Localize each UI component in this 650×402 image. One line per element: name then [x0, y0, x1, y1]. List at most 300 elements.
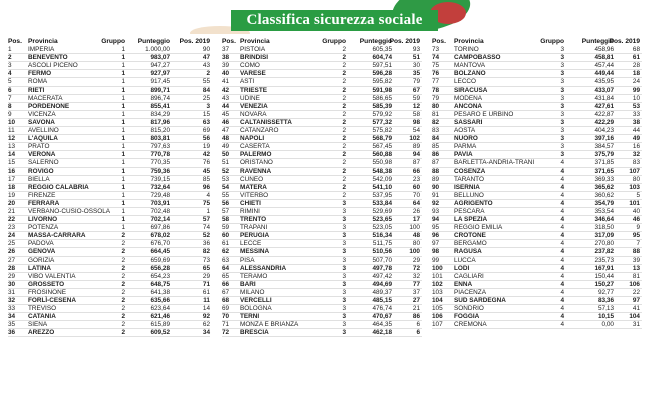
table-row — [8, 216, 210, 224]
header-punteggio: Punteggio — [137, 38, 170, 45]
score-cell: 523,65 — [372, 216, 392, 224]
province-cell: MACERATA — [28, 94, 63, 102]
pos-2019-cell: 106 — [629, 280, 640, 288]
rank-cell: 87 — [432, 159, 440, 167]
pos-2019-cell: 11 — [203, 297, 210, 304]
row-divider — [432, 328, 642, 329]
score-cell: 927,97 — [150, 70, 170, 78]
province-cell: ORISTANO — [240, 159, 273, 167]
score-cell: 375,79 — [594, 151, 614, 159]
header-pos: Pos. — [432, 38, 446, 45]
score-cell: 457,44 — [594, 62, 614, 70]
table-row — [222, 313, 422, 321]
table-row — [8, 192, 210, 200]
group-cell: 3 — [560, 143, 564, 151]
province-cell: AREZZO — [28, 329, 55, 337]
rank-cell: 65 — [222, 272, 230, 280]
score-cell: 770,35 — [150, 159, 170, 167]
group-cell: 3 — [342, 240, 346, 248]
pos-2019-cell: 99 — [632, 86, 640, 94]
pos-2019-cell: 68 — [632, 46, 640, 54]
table-row — [8, 103, 210, 111]
province-cell: ALESSANDRIA — [240, 264, 287, 272]
group-cell: 1 — [121, 191, 125, 199]
rank-cell: 100 — [432, 264, 443, 272]
rank-cell: 89 — [432, 175, 440, 183]
score-cell: 605,35 — [372, 46, 392, 54]
score-cell: 458,81 — [594, 54, 614, 62]
group-cell: 2 — [342, 102, 346, 110]
province-cell: VERBANO-CUSIO-OSSOLA — [28, 207, 111, 215]
pos-2019-cell: 24 — [632, 78, 640, 86]
province-cell: NUORO — [454, 135, 478, 143]
group-cell: 3 — [342, 329, 346, 337]
table-row — [222, 216, 422, 224]
rank-cell: 96 — [432, 232, 440, 240]
group-cell: 4 — [560, 272, 564, 280]
score-cell: 585,39 — [372, 102, 392, 110]
group-cell: 1 — [121, 86, 125, 94]
province-cell: TERAMO — [240, 272, 268, 280]
province-cell: TRENTO — [240, 216, 267, 224]
pos-2019-cell: 25 — [202, 94, 210, 102]
pos-2019-cell: 100 — [409, 248, 420, 256]
group-cell: 3 — [560, 54, 564, 62]
score-cell: 427,61 — [594, 102, 614, 110]
group-cell: 1 — [121, 151, 125, 159]
pos-2019-cell: 55 — [202, 78, 210, 86]
rank-cell: 41 — [222, 78, 230, 86]
score-cell: 318,50 — [594, 224, 614, 232]
table-row — [8, 119, 210, 127]
pos-2019-cell: 104 — [629, 313, 640, 321]
table-row — [8, 329, 210, 337]
group-cell: 3 — [342, 280, 346, 288]
score-cell: 0,00 — [601, 321, 614, 329]
score-cell: 431,84 — [594, 94, 614, 102]
province-cell: IMPERIA — [28, 46, 55, 54]
pos-2019-cell: 53 — [632, 102, 640, 110]
score-cell: 435,95 — [594, 78, 614, 86]
province-cell: ROMA — [28, 78, 48, 86]
table-row — [222, 111, 422, 119]
group-cell: 2 — [342, 175, 346, 183]
rank-cell: 14 — [8, 151, 16, 159]
table-row — [432, 208, 642, 216]
group-cell: 2 — [342, 167, 346, 175]
province-cell: BENEVENTO — [28, 54, 68, 62]
province-cell: SIENA — [28, 321, 48, 329]
table-row — [8, 289, 210, 297]
score-cell: 489,37 — [372, 288, 392, 296]
province-cell: PISA — [240, 256, 255, 264]
pos-2019-cell: 77 — [412, 280, 420, 288]
group-cell: 4 — [560, 199, 564, 207]
rank-cell: 85 — [432, 143, 440, 151]
rank-cell: 27 — [8, 256, 16, 264]
score-cell: 568,79 — [372, 135, 392, 143]
table-row — [222, 62, 422, 70]
table-row — [222, 135, 422, 143]
score-cell: 654,23 — [150, 272, 170, 280]
group-cell: 3 — [342, 207, 346, 215]
rank-cell: 10 — [8, 118, 16, 126]
rank-cell: 105 — [432, 305, 443, 313]
score-cell: 917,45 — [150, 78, 170, 86]
group-cell: 3 — [560, 78, 564, 86]
group-cell: 3 — [560, 135, 564, 143]
table-row — [432, 135, 642, 143]
pos-2019-cell: 81 — [632, 272, 640, 280]
pos-2019-cell: 44 — [632, 127, 640, 135]
table-row — [432, 200, 642, 208]
province-cell: NOVARA — [240, 110, 267, 118]
score-cell: 597,51 — [372, 62, 392, 70]
province-cell: VARESE — [240, 70, 266, 78]
table-row — [222, 176, 422, 184]
pos-2019-cell: 12 — [412, 102, 420, 110]
pos-2019-cell: 73 — [202, 256, 210, 264]
pos-2019-cell: 74 — [202, 224, 210, 232]
pos-2019-cell: 94 — [412, 151, 420, 159]
pos-2019-cell: 64 — [412, 199, 420, 207]
pos-2019-cell: 63 — [202, 118, 210, 126]
pos-2019-cell: 54 — [412, 127, 420, 135]
rank-cell: 98 — [432, 248, 440, 256]
table-row — [222, 143, 422, 151]
table-row — [8, 184, 210, 192]
score-cell: 609,52 — [150, 329, 170, 337]
header-pos: Pos. — [222, 38, 236, 45]
group-cell: 3 — [560, 102, 564, 110]
province-cell: FORLÌ-CESENA — [28, 297, 76, 304]
rank-cell: 48 — [222, 135, 230, 143]
pos-2019-cell: 66 — [412, 167, 420, 175]
score-cell: 523,05 — [372, 224, 392, 232]
score-cell: 615,89 — [150, 321, 170, 329]
pos-2019-cell: 46 — [632, 216, 640, 224]
group-cell: 3 — [342, 297, 346, 304]
table-row — [8, 232, 210, 240]
province-cell: TRIESTE — [240, 86, 267, 94]
rank-cell: 57 — [222, 207, 230, 215]
table-row — [432, 313, 642, 321]
score-cell: 579,92 — [372, 110, 392, 118]
table-row — [432, 111, 642, 119]
pos-2019-cell: 3 — [206, 102, 210, 110]
table-row — [432, 168, 642, 176]
rank-cell: 99 — [432, 256, 440, 264]
pos-2019-cell: 32 — [632, 151, 640, 159]
table-header-row — [432, 38, 642, 46]
page-title: Classifica sicurezza sociale — [231, 10, 438, 31]
pos-2019-cell: 92 — [202, 313, 210, 321]
group-cell: 3 — [342, 248, 346, 256]
rank-cell: 47 — [222, 127, 230, 135]
score-cell: 511,75 — [372, 240, 392, 248]
province-cell: AGRIGENTO — [454, 199, 493, 207]
group-cell: 4 — [560, 175, 564, 183]
table-row — [222, 289, 422, 297]
pos-2019-cell: 103 — [629, 183, 640, 191]
score-cell: 560,88 — [372, 151, 392, 159]
rank-cell: 12 — [8, 135, 16, 143]
group-cell: 4 — [560, 191, 564, 199]
group-cell: 4 — [560, 240, 564, 248]
province-cell: MODENA — [454, 94, 483, 102]
pos-2019-cell: 65 — [202, 264, 210, 272]
rank-cell: 38 — [222, 54, 230, 62]
ranking-column-2 — [222, 38, 422, 337]
pos-2019-cell: 76 — [202, 159, 210, 167]
score-cell: 497,42 — [372, 272, 392, 280]
header-provincia: Provincia — [240, 38, 270, 45]
score-cell: 476,74 — [372, 305, 392, 313]
pos-2019-cell: 31 — [632, 321, 640, 329]
pos-2019-cell: 15 — [202, 110, 210, 118]
province-cell: VIBO VALENTIA — [28, 272, 76, 280]
province-cell: ASTI — [240, 78, 255, 86]
pos-2019-cell: 88 — [632, 248, 640, 256]
rank-cell: 86 — [432, 151, 440, 159]
table-row — [432, 224, 642, 232]
group-cell: 1 — [121, 54, 125, 62]
score-cell: 397,16 — [594, 135, 614, 143]
group-cell: 2 — [342, 78, 346, 86]
rank-cell: 80 — [432, 102, 440, 110]
province-cell: BELLUNO — [454, 191, 484, 199]
rank-cell: 82 — [432, 118, 440, 126]
group-cell: 2 — [121, 313, 125, 321]
province-cell: PIACENZA — [454, 288, 486, 296]
score-cell: 678,02 — [150, 232, 170, 240]
table-row — [8, 78, 210, 86]
pos-2019-cell: 2 — [206, 70, 210, 78]
score-cell: 770,78 — [150, 151, 170, 159]
pos-2019-cell: 84 — [202, 86, 210, 94]
pos-2019-cell: 107 — [629, 167, 640, 175]
province-cell: PISTOIA — [240, 46, 266, 54]
table-row — [432, 159, 642, 167]
group-cell: 3 — [342, 264, 346, 272]
group-cell: 3 — [560, 86, 564, 94]
province-cell: CREMONA — [454, 321, 487, 329]
province-cell: CATANZARO — [240, 127, 279, 135]
rank-cell: 1 — [8, 46, 12, 54]
province-cell: TARANTO — [454, 175, 484, 183]
pos-2019-cell: 49 — [632, 135, 640, 143]
table-row — [8, 87, 210, 95]
score-cell: 404,23 — [594, 127, 614, 135]
pos-2019-cell: 59 — [412, 94, 420, 102]
pos-2019-cell: 47 — [202, 54, 210, 62]
score-cell: 797,63 — [150, 143, 170, 151]
rank-cell: 17 — [8, 175, 16, 183]
score-cell: 541,10 — [372, 183, 392, 191]
pos-2019-cell: 97 — [632, 297, 640, 304]
rank-cell: 31 — [8, 288, 16, 296]
rank-cell: 3 — [8, 62, 12, 70]
pos-2019-cell: 93 — [412, 46, 420, 54]
table-row — [432, 119, 642, 127]
rank-cell: 8 — [8, 102, 12, 110]
rank-cell: 64 — [222, 264, 230, 272]
rank-cell: 24 — [8, 232, 16, 240]
group-cell: 3 — [342, 313, 346, 321]
score-cell: 353,54 — [594, 207, 614, 215]
province-cell: CAGLIARI — [454, 272, 484, 280]
pos-2019-cell: 61 — [632, 54, 640, 62]
table-row — [432, 321, 642, 329]
rank-cell: 21 — [8, 207, 16, 215]
pos-2019-cell: 37 — [412, 288, 420, 296]
pos-2019-cell: 19 — [202, 143, 210, 151]
rank-cell: 19 — [8, 191, 16, 199]
rank-cell: 59 — [222, 224, 230, 232]
table-row — [8, 257, 210, 265]
group-cell: 4 — [560, 280, 564, 288]
score-cell: 235,73 — [594, 256, 614, 264]
group-cell: 4 — [560, 207, 564, 215]
group-cell: 2 — [342, 159, 346, 167]
group-cell: 4 — [560, 288, 564, 296]
pos-2019-cell: 100 — [409, 224, 420, 232]
province-cell: MASSA-CARRARA — [28, 232, 86, 240]
province-cell: RAGUSA — [454, 248, 482, 256]
rank-cell: 51 — [222, 159, 230, 167]
group-cell: 1 — [121, 127, 125, 135]
group-cell: 2 — [342, 151, 346, 159]
rank-cell: 45 — [222, 110, 230, 118]
rank-cell: 5 — [8, 78, 12, 86]
score-cell: 354,79 — [594, 199, 614, 207]
table-row — [432, 248, 642, 256]
pos-2019-cell: 7 — [636, 240, 640, 248]
group-cell: 1 — [121, 102, 125, 110]
pos-2019-cell: 51 — [412, 54, 420, 62]
pos-2019-cell: 10 — [632, 94, 640, 102]
pos-2019-cell: 41 — [632, 305, 640, 313]
table-row — [8, 95, 210, 103]
pos-2019-cell: 71 — [202, 280, 210, 288]
province-cell: FERMO — [28, 70, 52, 78]
group-cell: 4 — [560, 305, 564, 313]
score-cell: 595,82 — [372, 78, 392, 86]
table-row — [432, 78, 642, 86]
province-cell: PAVIA — [454, 151, 473, 159]
table-row — [222, 273, 422, 281]
province-cell: PALERMO — [240, 151, 272, 159]
table-header-row — [8, 38, 210, 46]
table-row — [222, 192, 422, 200]
group-cell: 3 — [342, 199, 346, 207]
group-cell: 1 — [121, 94, 125, 102]
group-cell: 4 — [560, 232, 564, 240]
score-cell: 659,69 — [150, 256, 170, 264]
province-cell: VENEZIA — [240, 102, 268, 110]
group-cell: 2 — [121, 329, 125, 337]
province-cell: TERNI — [240, 313, 260, 321]
score-cell: 567,45 — [372, 143, 392, 151]
pos-2019-cell: 85 — [202, 175, 210, 183]
table-row — [432, 103, 642, 111]
rank-cell: 11 — [8, 127, 15, 135]
table-row — [8, 135, 210, 143]
pos-2019-cell: 61 — [202, 288, 210, 296]
rank-cell: 62 — [222, 248, 230, 256]
header-punteggio: Punteggio — [581, 38, 614, 45]
pos-2019-cell: 18 — [632, 70, 640, 78]
table-row — [8, 159, 210, 167]
province-cell: FERRARA — [28, 199, 60, 207]
group-cell: 1 — [121, 167, 125, 175]
province-cell: POTENZA — [28, 224, 59, 232]
pos-2019-cell: 9 — [636, 224, 640, 232]
table-row — [432, 143, 642, 151]
group-cell: 1 — [121, 175, 125, 183]
table-header-row — [222, 38, 422, 46]
province-cell: BIELLA — [28, 175, 50, 183]
province-cell: LUCCA — [454, 256, 476, 264]
group-cell: 1 — [121, 143, 125, 151]
score-cell: 703,91 — [150, 199, 170, 207]
pos-2019-cell: 32 — [412, 272, 420, 280]
table-row — [222, 159, 422, 167]
rank-cell: 104 — [432, 297, 443, 304]
score-cell: 497,78 — [372, 264, 392, 272]
table-row — [222, 200, 422, 208]
table-row — [432, 240, 642, 248]
group-cell: 4 — [560, 256, 564, 264]
province-cell: PRATO — [28, 143, 50, 151]
pos-2019-cell: 67 — [412, 86, 420, 94]
score-cell: 759,36 — [150, 167, 170, 175]
province-cell: BARI — [240, 280, 256, 288]
pos-2019-cell: 90 — [202, 46, 210, 54]
group-cell: 4 — [560, 297, 564, 304]
rank-cell: 81 — [432, 110, 440, 118]
province-cell: CUNEO — [240, 175, 264, 183]
pos-2019-cell: 23 — [412, 175, 420, 183]
pos-2019-cell: 62 — [202, 321, 210, 329]
header-pos-2019: Pos. 2019 — [609, 38, 640, 45]
score-cell: 664,45 — [150, 248, 170, 256]
header-pos: Pos. — [8, 38, 22, 45]
province-cell: BRESCIA — [240, 329, 269, 337]
group-cell: 2 — [342, 183, 346, 191]
group-cell: 3 — [342, 216, 346, 224]
rank-cell: 37 — [222, 46, 230, 54]
score-cell: 1.000,00 — [145, 46, 170, 54]
rank-cell: 39 — [222, 62, 230, 70]
pos-2019-cell: 27 — [412, 297, 420, 304]
pos-2019-cell: 6 — [416, 321, 420, 329]
group-cell: 2 — [342, 54, 346, 62]
rank-cell: 16 — [8, 167, 16, 175]
ranking-column-3 — [432, 38, 642, 329]
score-cell: 510,56 — [372, 248, 392, 256]
province-cell: ROVIGO — [28, 167, 54, 175]
rank-cell: 66 — [222, 280, 230, 288]
group-cell: 1 — [121, 183, 125, 191]
pos-2019-cell: 36 — [202, 240, 210, 248]
score-cell: 237,82 — [594, 248, 614, 256]
rank-cell: 32 — [8, 297, 16, 304]
province-cell: ENNA — [454, 280, 473, 288]
group-cell: 1 — [121, 199, 125, 207]
table-row — [432, 257, 642, 265]
table-row — [8, 176, 210, 184]
